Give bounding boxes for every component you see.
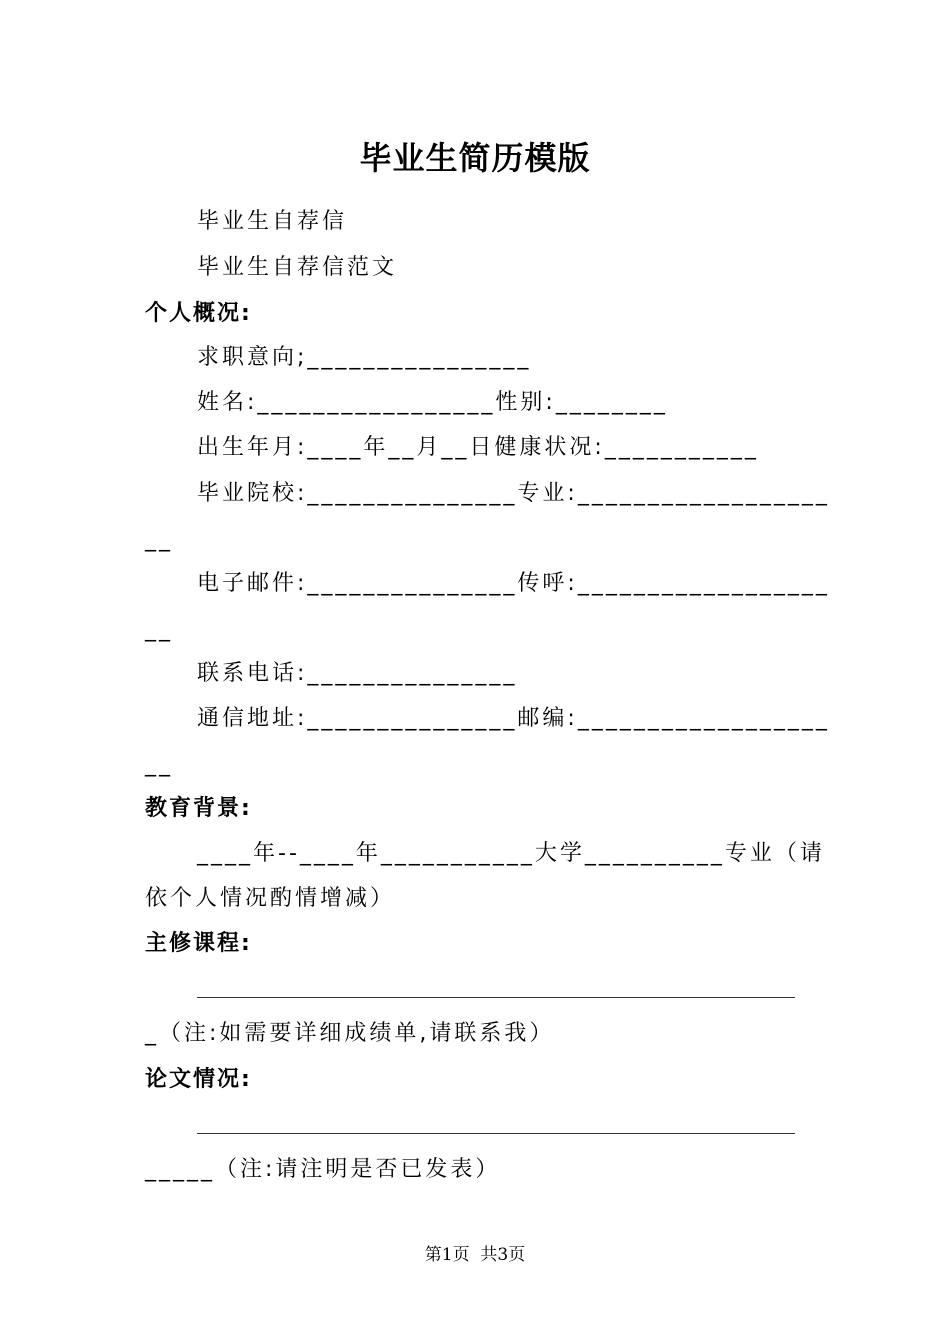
page-title: 毕业生简历模版 [359, 139, 591, 177]
job-intent-line: 求职意向;________________ [197, 345, 532, 370]
school-major-line: 毕业院校:_______________专业:__________________ [197, 481, 830, 506]
email-pager-wrap: __ [145, 617, 173, 642]
page-footer: 第1页 共3页 [424, 1245, 526, 1265]
education-line-wrap: 依个人情况酌情增减） [145, 886, 396, 911]
address-zip-wrap: __ [145, 752, 173, 777]
address-zip-line: 通信地址:_______________邮编:__________________ [197, 706, 830, 731]
education-heading: 教育背景: [145, 796, 252, 821]
birth-health-line: 出生年月:____年__月__日健康状况:___________ [197, 435, 759, 460]
courses-heading: 主修课程: [145, 931, 252, 956]
personal-heading: 个人概况: [145, 301, 252, 326]
courses-blank-rule [197, 997, 795, 998]
courses-note: _（注:如需要详细成绩单,请联系我） [145, 1021, 555, 1046]
school-major-wrap: __ [145, 527, 173, 552]
email-pager-line: 电子邮件:_______________传呼:__________________ [197, 571, 830, 596]
name-gender-line: 姓名:_________________性别:________ [197, 390, 668, 415]
phone-line: 联系电话:_______________ [197, 661, 518, 686]
education-line: ____年--____年___________大学__________专业（请 [197, 841, 825, 866]
self-recommendation-link[interactable]: 毕业生自荐信 [197, 209, 348, 234]
thesis-heading: 论文情况: [145, 1067, 252, 1092]
thesis-blank-rule [197, 1133, 795, 1134]
self-recommendation-sample-link[interactable]: 毕业生自荐信范文 [197, 255, 398, 280]
thesis-note: _____（注:请注明是否已发表） [145, 1157, 501, 1182]
